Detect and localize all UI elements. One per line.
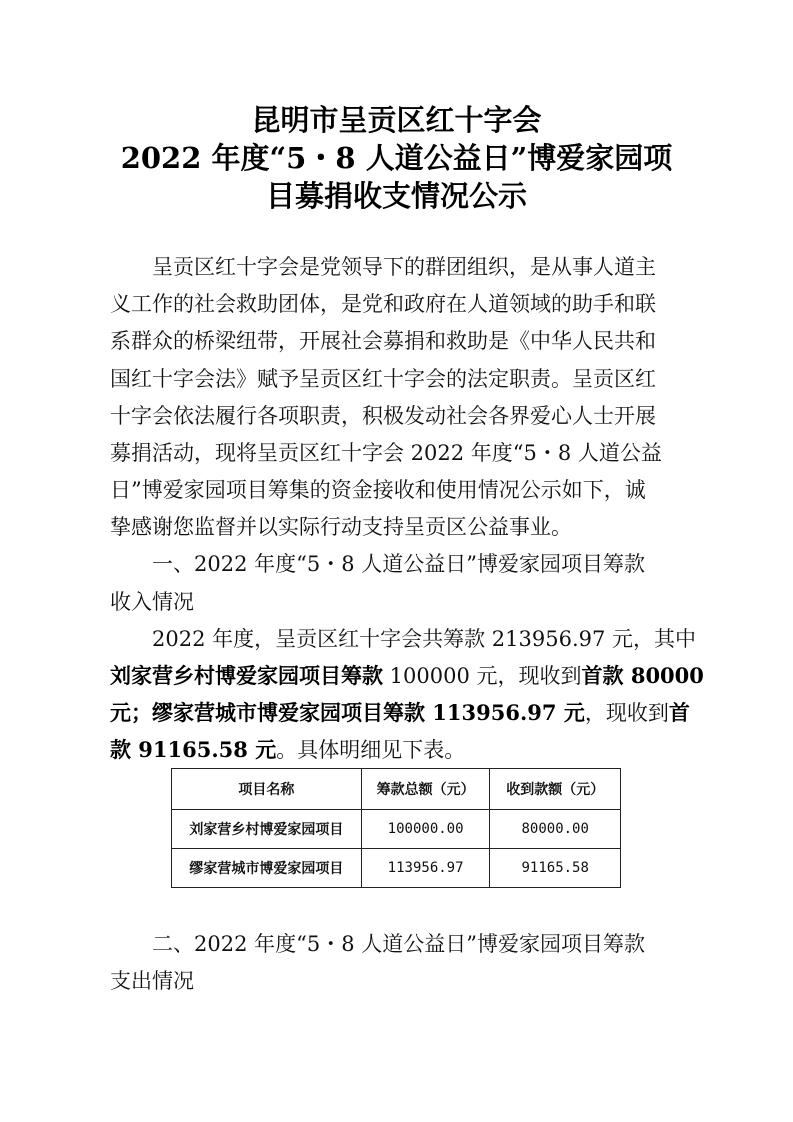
table-cell: 113956.97 [361, 849, 490, 888]
section-1-heading: 一、2022 年度“5・8 人道公益日”博爱家园项目筹款 [152, 552, 645, 576]
funding-table [171, 768, 621, 888]
income-text: ，现收到 [584, 701, 669, 725]
title-line-1: 昆明市呈贡区红十字会 [251, 103, 542, 137]
project-1-label: 刘家营乡村博爱家园项目筹款 [110, 663, 383, 688]
income-text: 100000 元，现收到 [383, 664, 582, 688]
intro-line: 系群众的桥梁纽带，开展社会募捐和救助是《中华人民共和 [110, 329, 656, 353]
section-1-heading-cont: 收入情况 [110, 590, 194, 614]
table-header-row [172, 769, 621, 810]
title-line-3: 目募捐收支情况公示 [265, 179, 527, 213]
table-row [172, 810, 621, 849]
first-payment-1: 首款 80000 [581, 663, 704, 688]
income-line: 2022 年度，呈贡区红十字会共筹款 213956.97 元，其中 [152, 627, 697, 651]
table-cell: 80000.00 [490, 810, 621, 849]
first-payment-2: 款 91165.58 元 [110, 737, 277, 762]
income-line [110, 661, 704, 691]
intro-line: 十字会依法履行各项职责，积极发动社会各界爱心人士开展 [110, 404, 656, 428]
intro-line: 挚感谢您监督并以实际行动支持呈贡区公益事业。 [110, 515, 572, 539]
table-cell: 91165.58 [490, 849, 621, 888]
income-text: 。具体明细见下表。 [276, 738, 466, 762]
section-2-heading: 二、2022 年度“5・8 人道公益日”博爱家园项目筹款 [152, 932, 645, 956]
column-header: 收到款额（元） [490, 769, 621, 810]
intro-line: 义工作的社会救助团体，是党和政府在人道领域的助手和联 [110, 292, 656, 316]
intro-line: 国红十字会法》赋予呈贡区红十字会的法定职责。呈贡区红 [110, 367, 656, 391]
income-line [110, 735, 465, 765]
column-header: 筹款总额（元） [361, 769, 490, 810]
table-cell: 缪家营城市博爱家园项目 [172, 849, 362, 888]
first-payment-2-start: 首 [668, 700, 690, 725]
intro-line: 日”博爱家园项目筹集的资金接收和使用情况公示如下，诚 [110, 478, 646, 502]
table-cell: 刘家营乡村博爱家园项目 [172, 810, 362, 849]
intro-line: 募捐活动，现将呈贡区红十字会 2022 年度“5・8 人道公益 [110, 441, 662, 465]
table-cell: 100000.00 [361, 810, 490, 849]
table-row [172, 849, 621, 888]
title-line-2: 2022 年度“5・8 人道公益日”博爱家园项 [120, 141, 673, 175]
section-2-heading-cont: 支出情况 [110, 969, 194, 993]
intro-line: 呈贡区红十字会是党领导下的群团组织，是从事人道主 [152, 255, 656, 279]
project-2-label: 元；缪家营城市博爱家园项目筹款 113956.97 元 [110, 700, 585, 725]
column-header: 项目名称 [172, 769, 362, 810]
income-line [110, 698, 690, 728]
